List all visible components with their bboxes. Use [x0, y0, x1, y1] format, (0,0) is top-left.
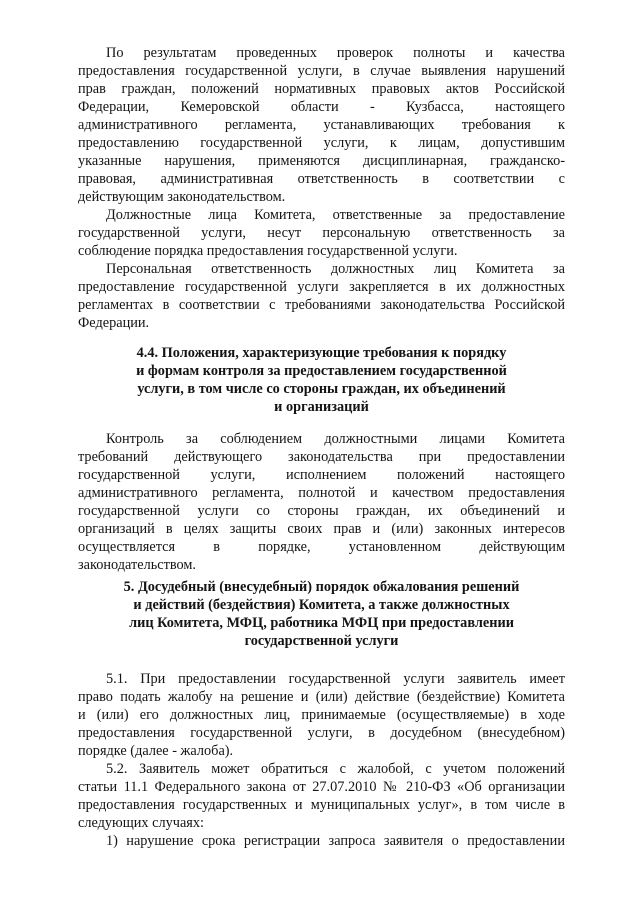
text-line: 1) нарушение срока регистрации запроса заявителя о предоставлении	[106, 833, 565, 849]
text-line: регламентах в соответствии с требованиями законодательства Российской	[78, 297, 565, 313]
section-heading-line: 4.4. Положения, характеризующие требования к порядку	[136, 345, 507, 361]
text-line: предоставления государственной услуги, в случае выявления нарушений	[78, 63, 565, 79]
text-line: административного регламента, устанавливающих требования к	[78, 117, 565, 133]
section-heading-line: 5. Досудебный (внесудебный) порядок обжалования решений	[123, 579, 520, 595]
text-line: право подать жалобу на решение и (или) действие (бездействие) Комитета	[78, 689, 565, 705]
text-line: порядке (далее - жалоба).	[78, 743, 234, 759]
text-line: организаций в целях защиты своих прав и (или) законных интересов	[78, 521, 565, 537]
section-heading-line: лиц Комитета, МФЦ, работника МФЦ при предоставлении	[129, 615, 514, 631]
text-line: законодательством.	[78, 557, 196, 573]
text-line: 5.2. Заявитель может обратиться с жалобой, с учетом положений	[106, 761, 565, 777]
text-line: Должностные лица Комитета, ответственные за предоставление	[106, 207, 565, 223]
text-line: статьи 11.1 Федерального закона от 27.07.2010 № 210-ФЗ «Об организации	[78, 779, 565, 795]
text-line: предоставления государственных и муниципальных услуг», в том числе в	[78, 797, 565, 813]
text-line: осуществляется в порядке, установленном действующим	[78, 539, 565, 555]
text-line: государственной услуги, несут персональную ответственность за	[78, 225, 565, 241]
text-line: и (или) его должностных лиц, принимаемые (осуществляемые) в ходе	[78, 707, 565, 723]
text-line: прав граждан, положений нормативных правовых актов Российской	[78, 81, 565, 97]
text-line: Контроль за соблюдением должностными лицами Комитета	[106, 431, 565, 447]
text-line: предоставления государственной услуги, в досудебном (внесудебном)	[78, 725, 565, 741]
text-line: требований действующего законодательства при предоставлении	[78, 449, 565, 465]
section-heading-line: услуги, в том числе со стороны граждан, их объединений	[137, 381, 506, 397]
text-line: следующих случаях:	[78, 815, 204, 831]
section-heading-line: и действий (бездействия) Комитета, а также должностных	[133, 597, 510, 613]
section-heading-line: и организаций	[274, 399, 369, 415]
section-heading-line: и формам контроля за предоставлением государственной	[136, 363, 507, 379]
text-line: Федерации, Кемеровской области - Кузбасса, настоящего	[78, 99, 565, 115]
text-line: По результатам проведенных проверок полноты и качества	[106, 45, 565, 61]
text-line: 5.1. При предоставлении государственной услуги заявитель имеет	[106, 671, 565, 687]
text-line: административного регламента, полнотой и качеством предоставления	[78, 485, 565, 501]
text-line: предоставление государственной услуги закрепляется в их должностных	[78, 279, 565, 295]
text-line: государственной услуги, исполнением положений настоящего	[78, 467, 565, 483]
text-line: Персональная ответственность должностных лиц Комитета за	[106, 261, 565, 277]
section-heading-line: государственной услуги	[244, 633, 399, 649]
text-line: государственной услуги со стороны граждан, их объединений и	[78, 503, 565, 519]
text-line: указанные нарушения, применяются дисциплинарная, гражданско-	[78, 153, 565, 169]
text-line: правовая, административная ответственность в соответствии с	[78, 171, 565, 187]
text-line: предоставлению государственной услуги, к лицам, допустившим	[78, 135, 565, 151]
text-line: соблюдение порядка предоставления государственной услуги.	[78, 243, 458, 259]
text-line: Федерации.	[78, 315, 150, 331]
text-line: действующим законодательством.	[78, 189, 286, 205]
